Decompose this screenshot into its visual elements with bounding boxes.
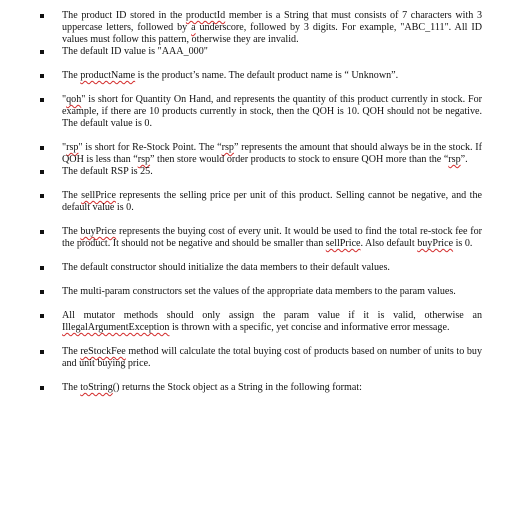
spellcheck-flagged-word: IllegalArgumentException (62, 322, 170, 333)
spellcheck-flagged-word: qoh (66, 94, 82, 105)
text-run: The (62, 382, 81, 393)
list-item (0, 190, 482, 214)
paragraph-text (62, 382, 482, 394)
spellcheck-flagged-word: productId (185, 10, 226, 21)
text-run: All mutator methods should only assign the param value if it is valid, otherwise an (62, 310, 482, 321)
list-item (0, 382, 482, 394)
bullet-marker (40, 266, 44, 270)
paragraph-text (62, 70, 482, 82)
spellcheck-flagged-word: rsp (448, 154, 461, 165)
text-run: The (62, 190, 82, 201)
text-run: ” then store would order products to stock to ensure QOH more than the “ (150, 154, 449, 165)
text-run: The product ID stored in the (62, 10, 186, 21)
paragraph-text (62, 166, 482, 178)
text-run: is thrown with a specific, yet concise and informative error message. (169, 322, 450, 333)
text-run: represents the buying cost of every unit. It would be used to find the total re-stock fee for the product. It should not be negative and should be smaller than (62, 226, 482, 249)
paragraph-text (62, 310, 482, 334)
spellcheck-flagged-word: reStockFee (80, 346, 126, 357)
text-run: member is a String that must consists of 7 characters with 3 uppercase letters, followed by (62, 10, 482, 33)
spellcheck-flagged-word: sellPrice (325, 238, 361, 249)
spellcheck-flagged-word: a (191, 22, 196, 33)
list-item (0, 262, 482, 274)
text-run: The default constructor should initialize the data members to their default values. (62, 262, 390, 273)
spellcheck-flagged-word: buyPrice (417, 238, 454, 249)
text-run: " is short for Re-Stock Point. The “ (78, 142, 222, 153)
paragraph-text (62, 46, 482, 58)
text-run: () returns the Stock object as a String in the following format: (112, 382, 362, 393)
spellcheck-flagged-word: rsp (66, 142, 79, 153)
list-item (0, 46, 482, 58)
spellcheck-flagged-word: rsp (137, 154, 151, 165)
bullet-marker (40, 350, 44, 354)
paragraph-text (62, 286, 482, 298)
text-run: ” represents the amount that should always be in the stock. If QOH is less than “ (62, 142, 483, 165)
text-run: The multi-param constructors set the values of the appropriate data members to the param values. (62, 286, 456, 297)
list-item (0, 94, 482, 130)
text-run: underscore, followed by 3 digits. For example, "ABC_111". All ID values must follow this pattern, otherwise they are invalid. (62, 22, 482, 45)
text-run: The (62, 226, 81, 237)
bullet-marker (40, 146, 44, 150)
list-item (0, 10, 482, 46)
text-run: is the product’s name. The default product name is “ Unknown”. (135, 70, 399, 81)
bullet-marker (40, 230, 44, 234)
text-run: " (62, 142, 67, 153)
text-run: The default RSP is 25. (62, 166, 153, 177)
spellcheck-flagged-word: rsp (221, 142, 234, 153)
paragraph-text (62, 190, 482, 214)
text-run: The (62, 346, 81, 357)
paragraph-text (62, 10, 482, 46)
text-run: method will calculate the total buying cost of products based on number of units to buy and unit buying price. (62, 346, 482, 369)
list-item (0, 166, 482, 178)
spellcheck-flagged-word: sellPrice (81, 190, 116, 201)
text-run: " (62, 94, 67, 105)
text-run: ”. (460, 154, 468, 165)
bullet-marker (40, 74, 44, 78)
list-item (0, 142, 482, 166)
paragraph-text (62, 226, 482, 250)
bullet-marker (40, 50, 44, 54)
list-item (0, 70, 482, 82)
bullet-marker (40, 314, 44, 318)
list-item (0, 286, 482, 298)
paragraph-text (62, 262, 482, 274)
text-run: . Also default (360, 238, 418, 249)
spellcheck-flagged-word: toString (80, 382, 113, 393)
text-run: is 0. (453, 238, 473, 249)
bullet-marker (40, 170, 44, 174)
bullet-marker (40, 98, 44, 102)
spellcheck-flagged-word: productName (80, 70, 136, 81)
text-run: " is short for Quantity On Hand, and represents the quantity of this product currently in stock. For example, if there are 10 products currently in stock, then the QOH is 10. QOH should not be negative. The default value is 0. (62, 94, 482, 129)
list-item (0, 310, 482, 334)
paragraph-text (62, 94, 482, 130)
bullet-marker (40, 386, 44, 390)
paragraph-text (62, 346, 482, 370)
bullet-marker (40, 290, 44, 294)
paragraph-text (62, 142, 482, 166)
list-item (0, 226, 482, 250)
spellcheck-flagged-word: buyPrice (80, 226, 117, 237)
bullet-marker (40, 14, 44, 18)
text-run: represents the selling price per unit of this product. Selling cannot be negative, and the default value is 0. (62, 190, 482, 213)
text-run: The (62, 70, 81, 81)
text-run: The default ID value is "AAA_000" (62, 46, 208, 57)
bullet-marker (40, 194, 44, 198)
list-item (0, 346, 482, 370)
